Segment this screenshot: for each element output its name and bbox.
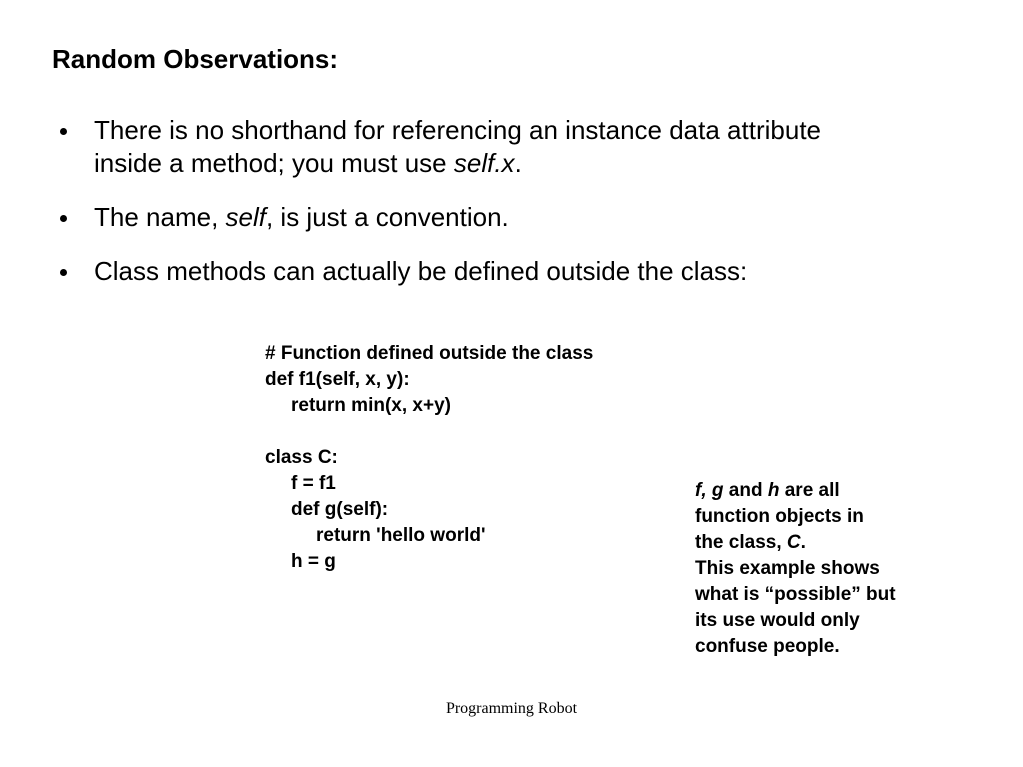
note-line: what is “possible” but: [695, 584, 896, 605]
bullet-text: .: [514, 148, 522, 178]
bullet-dot-icon: [60, 128, 67, 135]
note-text: .: [800, 532, 806, 553]
side-note: [695, 478, 975, 660]
note-text: are all: [779, 480, 840, 501]
note-emphasis: C: [786, 532, 801, 553]
code-line: def f1(self, x, y):: [265, 369, 410, 390]
code-line: class C:: [265, 447, 338, 468]
bullet-emphasis: self.x: [453, 148, 515, 178]
note-line: [695, 478, 975, 504]
note-emphasis: f, g: [695, 480, 724, 501]
code-line: h = g: [291, 551, 336, 572]
code-line: # Function defined outside the class: [265, 343, 594, 364]
bullet-item: [60, 114, 980, 180]
code-line: f = f1: [291, 473, 336, 494]
note-line: its use would only: [695, 610, 860, 631]
code-line: return min(x, x+y): [291, 395, 451, 416]
bullet-text-line: There is no shorthand for referencing an instance data attribute: [94, 115, 821, 145]
code-block: [265, 341, 593, 575]
note-emphasis: h: [767, 480, 780, 501]
code-line: def g(self):: [291, 499, 389, 520]
note-text: and: [723, 480, 768, 501]
bullet-dot-icon: [60, 269, 67, 276]
code-line: return 'hello world': [316, 525, 486, 546]
bullet-text: , is just a convention.: [265, 202, 509, 232]
code-line: [265, 419, 593, 445]
bullet-text: Class methods can actually be defined outside the class:: [94, 256, 748, 286]
bullet-dot-icon: [60, 215, 67, 222]
note-line: [695, 530, 975, 556]
slide-footer: Programming Robot: [445, 700, 578, 717]
note-text: the class,: [695, 532, 787, 553]
bullet-item: [60, 255, 980, 288]
bullet-item: [60, 201, 980, 234]
note-line: confuse people.: [695, 636, 840, 657]
note-line: function objects in: [695, 506, 864, 527]
bullet-emphasis: self: [225, 202, 266, 232]
note-line: This example shows: [695, 558, 880, 579]
bullet-text: The name,: [94, 202, 226, 232]
bullet-text: inside a method; you must use: [94, 148, 454, 178]
slide-title: Random Observations:: [52, 44, 339, 74]
bullet-list: [60, 114, 980, 309]
